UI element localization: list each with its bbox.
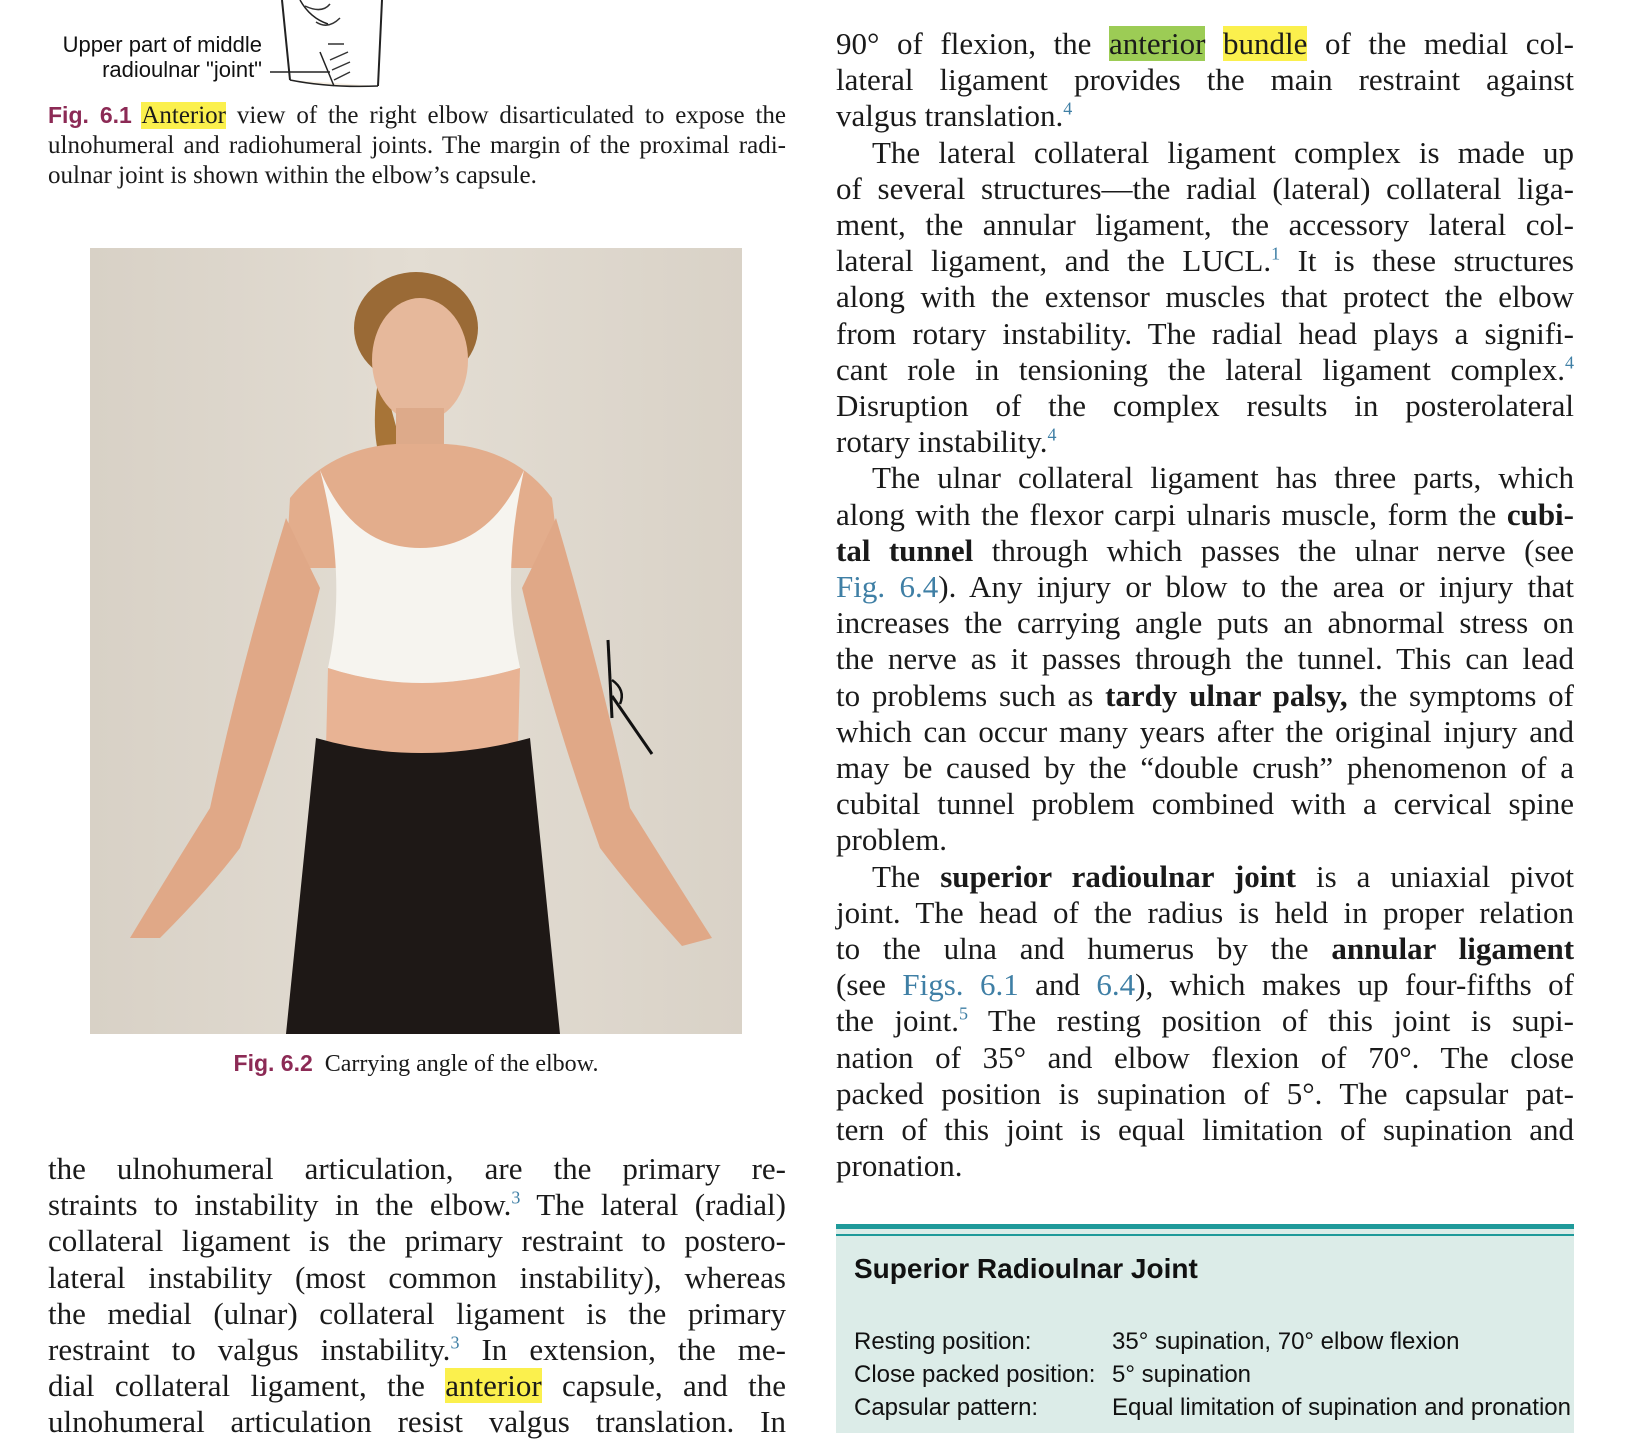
box-title: Superior Radioulnar Joint [854, 1253, 1198, 1284]
text-line: tal tunnel through which passes the ulnar nerve (see [836, 532, 1574, 568]
highlight-anterior[interactable]: anterior [1109, 26, 1206, 61]
fig-6-2-number: Fig. 6.2 [233, 1050, 313, 1076]
right-column-text [836, 26, 1574, 1185]
figure-link[interactable]: Fig. 6.4 [836, 569, 939, 605]
text-line: restraint to valgus instability.$^3$ In extension, the me- [48, 1332, 786, 1368]
text-line: to the ulna and humerus by the annular ligament [836, 931, 1575, 967]
figure-link[interactable]: Figs. 6.1 [902, 967, 1019, 1003]
bold-term: superior radioulnar joint [940, 858, 1296, 894]
bold-term: tardy ulnar palsy, [1105, 677, 1348, 713]
text-line: packed position is supination of 5°. The capsular pat- [836, 1075, 1574, 1111]
highlight-bundle[interactable]: bundle [1223, 26, 1308, 61]
person-illustration [90, 248, 742, 1034]
text-line: along with the flexor carpi ulnaris muscle, form the cubi- [836, 496, 1574, 532]
text-line: The superior radioulnar joint is a uniaxial pivot [872, 858, 1574, 894]
text-line: the nerve as it passes through the tunnel. This can lead [836, 641, 1574, 677]
fig-6-1-number: Fig. 6.1 [48, 102, 132, 128]
text-line: The lateral collateral ligament complex is made up [872, 134, 1574, 170]
text-line: joint. The head of the radius is held in proper relation [836, 894, 1574, 930]
text-line: tern of this joint is equal limitation of supination and [836, 1112, 1574, 1148]
fig-6-1-drawing [270, 0, 420, 90]
text-line: (see Figs. 6.1 and 6.4), which makes up four-fifths of [836, 967, 1575, 1003]
text-line: valgus translation.$^4$ [836, 98, 1073, 134]
fig-6-2-photo [90, 248, 742, 1034]
caption-text: Carrying angle of the elbow. [324, 1051, 599, 1077]
text-line: the ulnohumeral articulation, are the primary re- [48, 1151, 786, 1186]
text-line: Fig. 6.4). Any injury or blow to the area or injury that [836, 569, 1574, 605]
text-line: rotary instability.$^4$ [836, 424, 1057, 460]
fig-6-1-label [40, 32, 262, 82]
text-line: the joint.$^5$ The resting position of this joint is supi- [836, 1003, 1574, 1039]
reference-link[interactable]: 4 [1063, 99, 1073, 120]
reference-link[interactable]: 4 [1565, 352, 1574, 373]
row-value: 35° supination, 70° elbow flexion [1112, 1328, 1460, 1355]
highlight-anterior[interactable]: anterior [445, 1368, 542, 1404]
text-line: 90° of flexion, the anterior bundle of the medial col- [836, 26, 1575, 61]
fig-6-2-caption [90, 1048, 742, 1079]
text-line: from rotary instability. The radial head plays a signifi- [836, 315, 1574, 351]
text-line: along with the extensor muscles that protect the elbow [836, 279, 1574, 315]
text-line: ment, the annular ligament, the accessory lateral col- [836, 207, 1574, 243]
text-line: Disruption of the complex results in posterolateral [836, 388, 1574, 424]
row-value: Equal limitation of supination and pronation [1112, 1394, 1571, 1421]
fig-6-1-label-line2: radioulnar "joint" [102, 57, 262, 82]
text-line: lateral ligament provides the main restraint against [836, 62, 1574, 98]
text-line: dial collateral ligament, the anterior capsule, and the [48, 1368, 786, 1404]
text-line: nation of 35° and elbow flexion of 70°. The close [836, 1039, 1574, 1075]
bold-term: tal tunnel [836, 532, 974, 568]
text-line: cubital tunnel problem combined with a cervical spine [836, 786, 1574, 822]
left-column-text [48, 1151, 786, 1441]
text-line: of several structures—the radial (lateral) collateral liga- [836, 170, 1574, 206]
text-line: the medial (ulnar) collateral ligament is the primary [48, 1295, 786, 1331]
text-line: cant role in tensioning the lateral ligament complex.$^4$ [836, 351, 1574, 387]
caption-text: view of the right elbow disarticulated to expose the [236, 102, 787, 129]
text-line: lateral instability (most common instability), whereas [48, 1259, 786, 1295]
row-label: Close packed position: [854, 1361, 1096, 1388]
figure-link[interactable]: 6.4 [1096, 967, 1136, 1003]
text-line: collateral ligament is the primary restraint to postero- [48, 1223, 786, 1259]
text-line: may be caused by the “double crush” phenomenon of a [836, 750, 1574, 786]
box-rule [836, 1234, 1574, 1236]
caption-text: oulnar joint is shown within the elbow’s capsule. [48, 162, 537, 189]
fig-6-1-caption [48, 100, 786, 191]
text-line: straints to instability in the elbow.$^3$ The lateral (radial) [48, 1187, 786, 1223]
caption-text: ulnohumeral and radiohumeral joints. The margin of the proximal radi- [48, 132, 786, 159]
summary-box [836, 1224, 1574, 1433]
row-value: 5° supination [1112, 1361, 1252, 1388]
text-line: which can occur many years after the original injury and [836, 713, 1574, 749]
text-line: increases the carrying angle puts an abnormal stress on [836, 605, 1574, 641]
text-line: The ulnar collateral ligament has three parts, which [872, 460, 1574, 496]
row-label: Capsular pattern: [854, 1394, 1039, 1421]
reference-link[interactable]: 4 [1047, 424, 1057, 445]
reference-link[interactable]: 3 [511, 1187, 521, 1208]
reference-link[interactable]: 5 [958, 1004, 968, 1025]
text-line: pronation. [836, 1148, 963, 1184]
elbow-bone-sketch [270, 0, 420, 90]
row-label: Resting position: [854, 1328, 1032, 1355]
reference-link[interactable]: 1 [1271, 243, 1281, 264]
text-line: problem. [836, 822, 948, 858]
highlight-anterior[interactable]: Anterior [141, 102, 227, 129]
text-line: lateral ligament, and the LUCL.$^1$ It is these structures [836, 243, 1574, 279]
bold-term: annular ligament [1331, 931, 1575, 967]
reference-link[interactable]: 3 [450, 1332, 460, 1353]
bold-term: cubi- [1506, 496, 1574, 532]
box-row [854, 1325, 1574, 1424]
text-line: ulnohumeral articulation resist valgus translation. In [48, 1404, 786, 1440]
fig-6-1-label-line1: Upper part of middle [62, 32, 262, 57]
text-line: to problems such as tardy ulnar palsy, the symptoms of [836, 677, 1574, 713]
